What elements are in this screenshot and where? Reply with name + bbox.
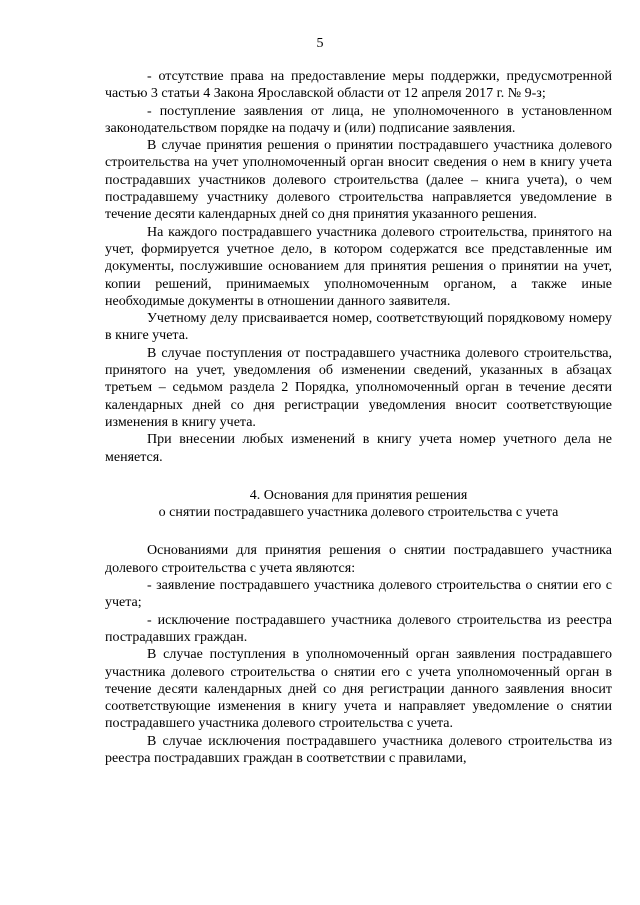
paragraph: В случае исключения пострадавшего участника долевого строительства из реестра пострадавших граждан в соответствии с правилами, (105, 733, 612, 766)
paragraph: - заявление пострадавшего участника долевого строительства о снятии его с учета; (105, 578, 612, 611)
paragraph: Учетному делу присваивается номер, соответствующий порядковому номеру в книге учета. (105, 311, 612, 344)
section-subheading: о снятии пострадавшего участника долевого строительства с учета (158, 505, 559, 521)
paragraph: В случае поступления от пострадавшего участника долевого строительства, принятого на учет, уведомления об изменении сведений, указанных в абзацах третьем – седьмом раздела 2 Порядка, уполномоченный орган в течение десяти календарных дней со дня регистрации уведомления вносит соответствующие изменения в книгу учета. (105, 345, 612, 430)
page-number: 5 (316, 36, 324, 51)
paragraph: - отсутствие права на предоставление меры поддержки, предусмотренной частью 3 статьи 4 Закона Ярославской области от 12 апреля 2017 г. № 9-з; (105, 69, 612, 102)
paragraph: В случае принятия решения о принятии пострадавшего участника долевого строительства на учет уполномоченный орган вносит сведения о нем в книгу учета пострадавших участников долевого строительства (далее – книга учета), о чем пострадавшему участнику долевого строительства направляется уведомление в течение десяти календарных дней со дня принятия указанного решения. (105, 138, 612, 223)
paragraph: - поступление заявления от лица, не уполномоченного в установленном законодательством порядке на подачу и (или) подписание заявления. (105, 103, 612, 136)
paragraph: В случае поступления в уполномоченный орган заявления пострадавшего участника долевого строительства о снятии его с учета уполномоченный орган в течение десяти календарных дней со дня регистрации данного заявления вносит соответствующие изменения в книгу учета и направляет уведомление о снятии пострадавшего участника долевого строительства с учета. (105, 647, 612, 732)
paragraph: При внесении любых изменений в книгу учета номер учетного дела не меняется. (105, 432, 612, 465)
section-heading: 4. Основания для принятия решения (249, 487, 468, 503)
paragraph: - исключение пострадавшего участника долевого строительства из реестра пострадавших граждан. (105, 612, 612, 645)
paragraph: Основаниями для принятия решения о снятии пострадавшего участника долевого строительства с учета являются: (105, 543, 612, 576)
paragraph: На каждого пострадавшего участника долевого строительства, принятого на учет, формируется учетное дело, в котором содержатся все представленные им документы, послужившие основанием для принятия решения о принятии на учет, копии решений, принимаемых уполномоченным органом, а также иные необходимые документы в отношении данного заявителя. (105, 224, 612, 309)
document-body (105, 68, 612, 767)
